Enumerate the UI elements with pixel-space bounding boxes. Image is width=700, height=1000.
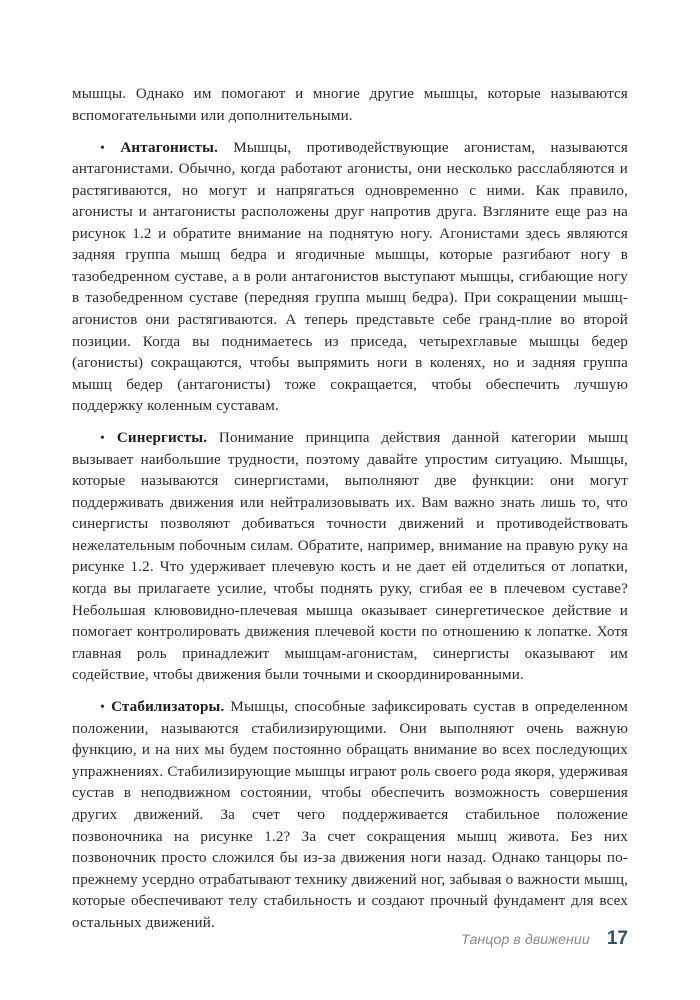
bullet-marker-icon: • [100,140,106,156]
term-antagonists: Антагонисты. [120,139,218,156]
page-footer [72,928,628,950]
paragraph-stabilizers [72,697,628,934]
bullet-marker-icon: • [100,700,106,716]
paragraph-text: Мышцы, способные зафиксировать сустав в определенном положении, называются стабилизирующими. Они выполняют очень важную функцию, и на них мы будем постоянно обращать внимание во всех последующих упражнениях. Стабилизирующие мышцы играют роль своего рода якоря, удерживая сустав в неподвижном состоянии, чтобы обеспечить возможность совершения других движений. За счет чего поддерживается стабильное положение позвоночника на рисунке 1.2? За счет сокращения мышц живота. Без них позвоночник просто сложился бы из-за движения ноги назад. Однако танцоры по-прежнему усердно отрабатывают технику движений ног, забывая о важности мышц, которые обеспечивают телу стабильность и создают прочный фундамент для всех остальных движений. [72,699,628,931]
paragraph-continuation [72,84,628,127]
paragraph-antagonists [72,138,628,418]
running-head: Танцор в движении [461,932,590,948]
paragraph-text: Мышцы, противодействующие агонистам, называются антагонистами. Обычно, когда работают агонисты, они несколько расслабляются и растягиваются, но могут и напрягаться одновременно с ними. Как правило, агонисты и антагонисты расположены друг напротив друга. Взгляните еще раз на рисунок 1.2 и обратите внимание на поднятую ногу. Агонистами здесь являются задняя группа мышц бедра и ягодичные мышцы, которые разгибают ногу в тазобедренном суставе, а в роли антагонистов выступают мышцы, сгибающие ногу в тазобедренном суставе (передняя группа мышц бедра). При сокращении мышц-агонистов они растягиваются. А теперь представьте себе гранд-плие во второй позиции. Когда вы поднимаетесь из приседа, четырехглавые мышцы бедер (агонисты) сокращаются, чтобы выпрямить ноги в коленях, но и задняя группа мышц бедер (антагонисты) тоже сокращается, чтобы обеспечить лучшую поддержку коленным суставам. [72,139,628,415]
body-text-column [72,84,628,934]
paragraph-text: Понимание принципа действия данной категории мышц вызывает наибольшие трудности, поэтому давайте упростим ситуацию. Мышцы, которые называются синергистами, выполняют две функции: они могут поддерживать движения или нейтрализовывать их. Вам важно знать лишь то, что синергисты позволяют добиваться точности движений и противодействовать нежелательным побочным силам. Обратите, например, внимание на правую руку на рисунке 1.2. Что удерживает плечевую кость и не дает ей отделиться от лопатки, когда вы прилагаете усилие, чтобы поднять руку, сгибая ее в плечевом суставе? Небольшая клювовидно-плечевая мышца оказывает синергетическое действие и помогает контролировать движения плечевой кости по отношению к лопатке. Хотя главная роль принадлежит мышцам-агонистам, синергисты оказывают им содействие, чтобы движения были точными и скоординированными. [72,430,628,684]
paragraph-text: мышцы. Однако им помогают и многие другие мышцы, которые называются вспомогательными или дополнительными. [72,86,628,124]
page-number: 17 [606,928,628,949]
term-synergists: Синергисты. [116,430,208,447]
term-stabilizers: Стабилизаторы. [111,699,225,716]
bullet-marker-icon: • [100,431,106,447]
paragraph-synergists [72,428,628,687]
